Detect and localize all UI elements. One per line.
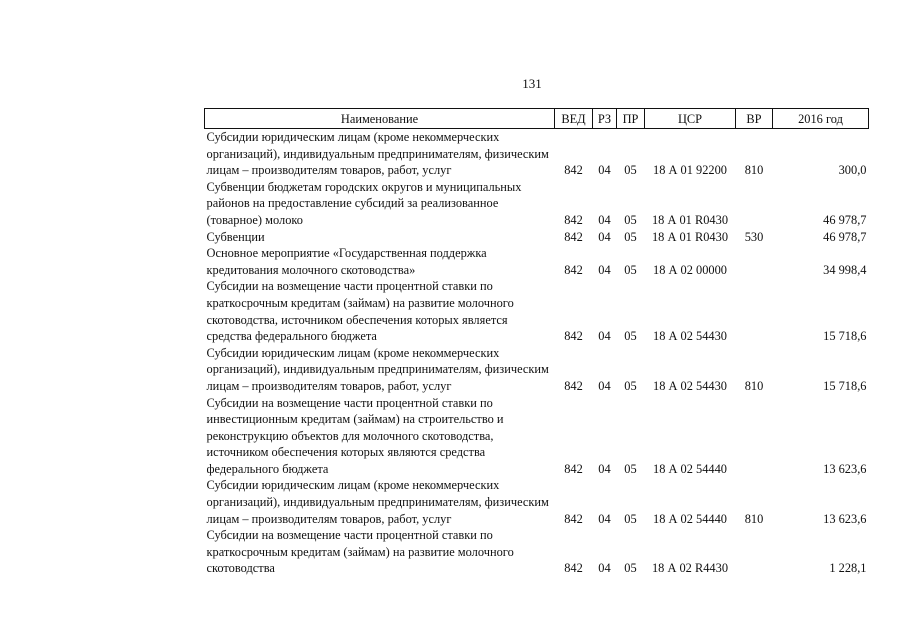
row-value: 1 228,1 [829,561,867,576]
row-csr: 18 А 02 54430 [653,378,727,393]
row-ved: 842 [564,229,583,244]
row-value: 13 623,6 [823,461,867,476]
row-name: Субвенции [206,229,265,244]
row-ved: 842 [564,461,583,476]
row-rz: 04 [598,163,611,178]
row-name: Субсидии юридическим лицам (кроме некоммерческих организаций), индивидуальным предпринимателям, физическим лицам – производителям товаров, работ, услуг [206,345,549,393]
header-name: Наименование [205,109,555,129]
table-row [205,129,869,179]
table-row [205,179,869,229]
row-name: Субсидии на возмещение части процентной ставки по краткосрочным кредитам (займам) на развитие молочного скотоводства, источником обеспечения которых является средства федерального бюджета [206,279,514,344]
row-ved: 842 [564,511,583,526]
header-rz: РЗ [593,109,617,129]
row-rz: 04 [598,511,611,526]
row-csr: 18 А 01 R0430 [651,212,729,227]
row-ved: 842 [564,561,583,576]
row-rz: 04 [598,378,611,393]
row-value: 300,0 [838,163,867,178]
row-csr: 18 А 02 54440 [653,511,727,526]
row-rz: 04 [598,229,611,244]
row-csr: 18 А 01 R0430 [651,229,729,244]
row-name: Субвенции бюджетам городских округов и муниципальных районов на предоставление субсидий за реализованное (товарное) молоко [206,179,522,227]
table-header-row [205,109,869,129]
row-pr: 05 [624,461,637,476]
row-value: 46 978,7 [823,229,867,244]
page-number: 131 [522,76,542,91]
row-ved: 842 [564,163,583,178]
row-value: 15 718,6 [823,329,867,344]
row-pr: 05 [624,378,637,393]
row-vr: 530 [744,229,764,244]
row-csr: 18 А 02 54430 [653,329,727,344]
table-row [205,395,869,478]
row-rz: 04 [598,561,611,576]
row-vr: 810 [744,511,764,526]
row-pr: 05 [624,212,637,227]
table-row [205,345,869,395]
row-name: Субсидии юридическим лицам (кроме некоммерческих организаций), индивидуальным предпринимателям, физическим лицам – производителям товаров, работ, услуг [206,130,549,178]
row-rz: 04 [598,212,611,227]
row-vr [736,278,773,344]
row-csr: 18 А 02 R4430 [651,561,729,576]
row-pr: 05 [624,511,637,526]
row-rz: 04 [598,262,611,277]
table-row [205,229,869,246]
header-csr: ЦСР [645,109,736,129]
row-name: Основное мероприятие «Государственная поддержка кредитования молочного скотоводства» [206,246,487,277]
table-row [205,245,869,278]
header-ved: ВЕД [555,109,593,129]
row-ved: 842 [564,378,583,393]
row-pr: 05 [624,329,637,344]
header-year: 2016 год [773,109,869,129]
row-pr: 05 [624,163,637,178]
row-rz: 04 [598,461,611,476]
row-value: 15 718,6 [823,378,867,393]
row-pr: 05 [624,561,637,576]
row-ved: 842 [564,212,583,227]
row-csr: 18 А 01 92200 [653,163,727,178]
row-value: 34 998,4 [823,262,867,277]
budget-table [204,108,869,577]
row-csr: 18 А 02 54440 [653,461,727,476]
row-ved: 842 [564,329,583,344]
row-ved: 842 [564,262,583,277]
row-pr: 05 [624,262,637,277]
table-row [205,527,869,577]
row-name: Субсидии на возмещение части процентной ставки по краткосрочным кредитам (займам) на развитие молочного скотоводства [206,528,514,576]
row-value: 46 978,7 [823,212,867,227]
header-pr: ПР [617,109,645,129]
table-row [205,278,869,344]
row-vr: 810 [744,163,764,178]
row-vr: 810 [744,378,764,393]
header-vr: ВР [736,109,773,129]
row-name: Субсидии юридическим лицам (кроме некоммерческих организаций), индивидуальным предпринимателям, физическим лицам – производителям товаров, работ, услуг [206,478,549,526]
row-vr [736,245,773,278]
row-vr [736,179,773,229]
row-value: 13 623,6 [823,511,867,526]
row-vr [736,527,773,577]
row-csr: 18 А 02 00000 [653,262,727,277]
row-name: Субсидии на возмещение части процентной ставки по инвестиционным кредитам (займам) на строительство и реконструкцию объектов для молочного скотоводства, источником обеспечения которых являются средства федерального бюджета [206,395,504,476]
row-vr [736,395,773,478]
table-row [205,477,869,527]
row-rz: 04 [598,329,611,344]
row-pr: 05 [624,229,637,244]
